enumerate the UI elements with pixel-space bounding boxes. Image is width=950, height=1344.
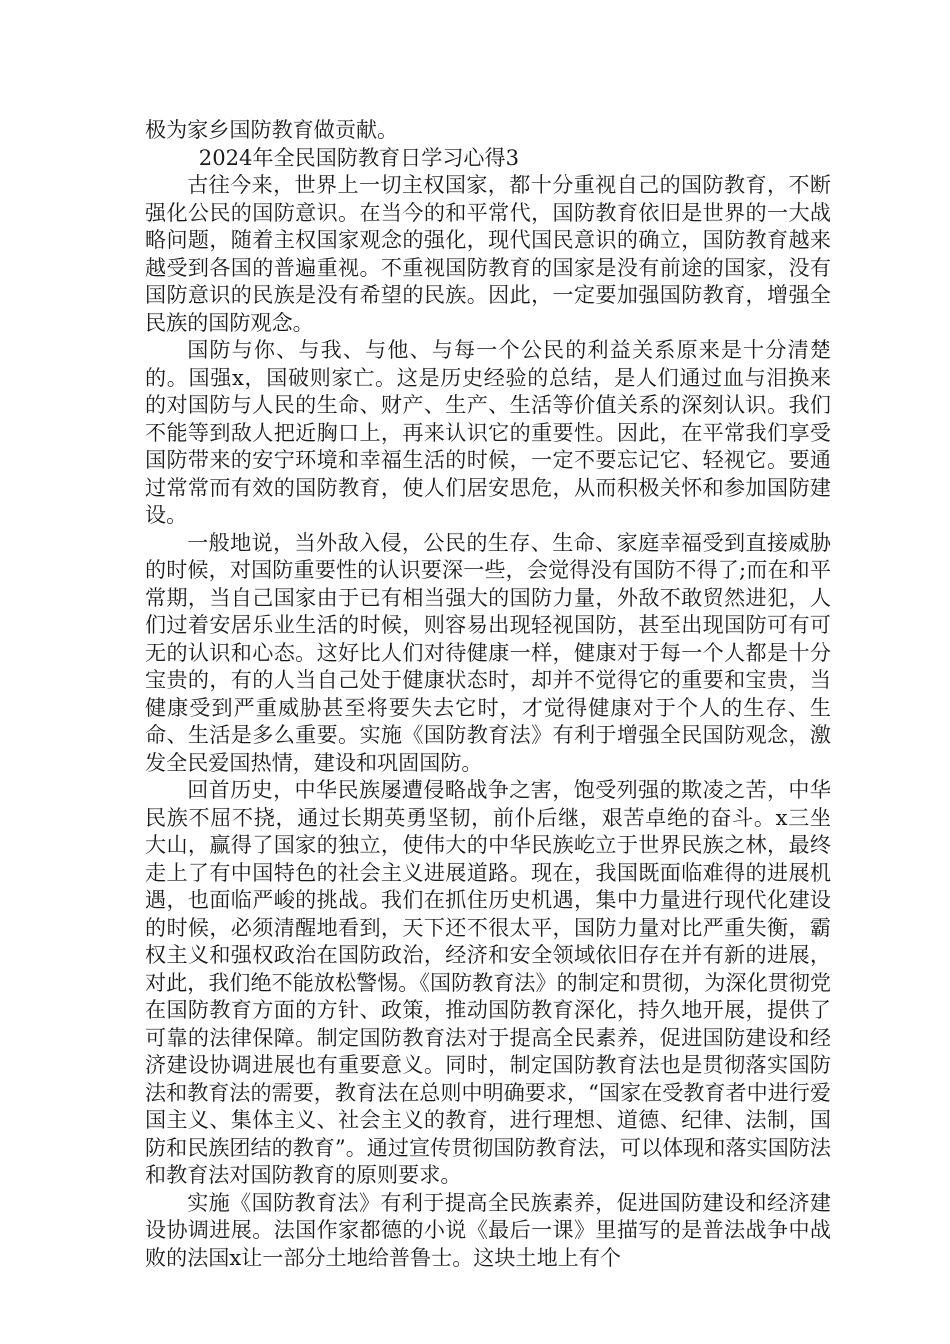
paragraph-1: 古往今来，世界上一切主权国家，都十分重视自己的国防教育，不断强化公民的国防意识。在当今的和平常代，国防教育依旧是世界的一大战略问题，随着主权国家观念的强化，现代国民意识的确立，国防教育越来越受到各国的普遍重视。不重视国防教育的国家是没有前途的国家，没有国防意识的民族是没有希望的民族。因此，一定要加强国防教育，增强全民族的国防观念。	[145, 172, 831, 335]
section-title: 2024年全民国防教育日学习心得3	[198, 144, 520, 170]
paragraph-5: 实施《国防教育法》有利于提高全民族素养，促进国防建设和经济建设协调进展。法国作家都德的小说《最后一课》里描写的是普法战争中战败的法国x让一部分土地给普鲁士。这块土地上有个	[145, 1189, 831, 1270]
lead-line: 极为家乡国防教育做贡献。	[145, 117, 399, 142]
document-body	[145, 116, 831, 1271]
paragraph-4: 回首历史，中华民族屡遭侵略战争之害，饱受列强的欺凌之苦，中华民族不屈不挠，通过长期英勇坚韧，前仆后继，艰苦卓绝的奋斗。x三坐大山，赢得了国家的独立，使伟大的中华民族屹立于世界民族之林，最终走上了有中国特色的社会主义进展道路。现在，我国既面临难得的进展机遇，也面临严峻的挑战。我们在抓住历史机遇，集中力量进行现代化建设的时候，必须清醒地看到，天下还不很太平，国防力量对比严重失衡，霸权主义和强权政治在国防政治，经济和安全领域依旧存在并有新的进展，对此，我们绝不能放松警惕。《国防教育法》的制定和贯彻，为深化贯彻党在国防教育方面的方针、政策，推动国防教育深化，持久地开展，提供了可靠的法律保障。制定国防教育法对于提高全民素养，促进国防建设和经济建设协调进展也有重要意义。同时，制定国防教育法也是贯彻落实国防法和教育法的需要，教育法在总则中明确要求，“国家在受教育者中进行爱国主义、集体主义、社会主义的教育，进行理想、道德、纪律、法制，国防和民族团结的教育”。通过宣传贯彻国防教育法，可以体现和落实国防法和教育法对国防教育的原则要求。	[145, 777, 831, 1187]
paragraph-2: 国防与你、与我、与他、与每一个公民的利益关系原来是十分清楚的。国强x，国破则家亡。这是历史经验的总结，是人们通过血与泪换来的对国防与人民的生命、财产、生产、生活等价值关系的深刻认识。我们不能等到敌人把近胸口上，再来认识它的重要性。因此，在平常我们享受国防带来的安宁环境和幸福生活的时候，一定不要忘记它、轻视它。要通过常常而有效的国防教育，使人们居安思危，从而积极关怀和参加国防建设。	[145, 337, 831, 527]
paragraph-3: 一般地说，当外敌入侵，公民的生存、生命、家庭幸福受到直接威胁的时候，对国防重要性的认识要深一些，会觉得没有国防不得了;而在和平常期，当自己国家由于已有相当强大的国防力量，外敌不敢贸然进犯，人们过着安居乐业生活的时候，则容易出现轻视国防，甚至出现国防可有可无的认识和心态。这好比人们对待健康一样，健康对于每一个人都是十分宝贵的，有的人当自己处于健康状态时，却并不觉得它的重要和宝贵，当健康受到严重威胁甚至将要失去它时，才觉得健康对于个人的生存、生命、生活是多么重要。实施《国防教育法》有利于增强全民国防观念，激发全民爱国热情，建设和巩固国防。	[145, 529, 831, 775]
